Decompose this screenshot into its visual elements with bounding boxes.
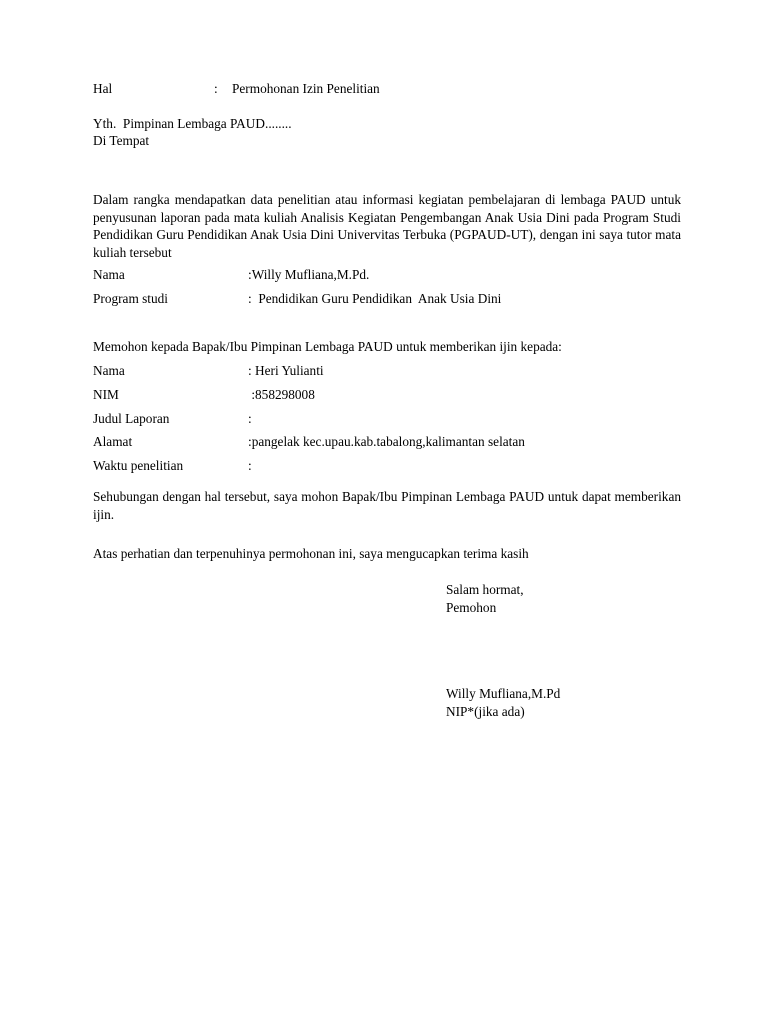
signature-nip: NIP*(jika ada): [446, 704, 525, 719]
closing-paragraph: Sehubungan dengan hal tersebut, saya mohon Bapak/Ibu Pimpinan Lembaga PAUD untuk dapat memberikan ijin.: [93, 489, 681, 522]
request-line: Memohon kepada Bapak/Ibu Pimpinan Lembaga PAUD untuk memberikan ijin kepada:: [93, 339, 562, 354]
recipient-place: Di Tempat: [93, 133, 150, 148]
student-address-value: :pangelak kec.upau.kab.tabalong,kalimantan selatan: [248, 434, 525, 449]
subject-value: Permohonan Izin Penelitian: [232, 81, 380, 96]
student-time-value: :: [248, 458, 252, 473]
subject-label: Hal: [93, 81, 113, 96]
tutor-name-label: Nama: [93, 267, 125, 282]
student-time-label: Waktu penelitian: [93, 458, 184, 473]
signature-role: Pemohon: [446, 600, 497, 615]
student-nim-label: NIM: [93, 387, 119, 402]
tutor-program-label: Program studi: [93, 291, 168, 306]
student-nim-value: :858298008: [248, 387, 315, 402]
signature-name: Willy Mufliana,M.Pd: [446, 686, 561, 701]
thanks-line: Atas perhatian dan terpenuhinya permohonan ini, saya mengucapkan terima kasih: [93, 546, 529, 561]
student-title-label: Judul Laporan: [93, 411, 170, 426]
student-title-value: :: [248, 411, 252, 426]
tutor-name-value: :Willy Mufliana,M.Pd.: [248, 267, 370, 282]
student-name-value: : Heri Yulianti: [248, 363, 324, 378]
tutor-program-value: : Pendidikan Guru Pendidikan Anak Usia Dini: [248, 291, 502, 306]
student-address-label: Alamat: [93, 434, 133, 449]
subject-colon: :: [214, 81, 218, 96]
signature-greeting: Salam hormat,: [446, 582, 524, 597]
student-name-label: Nama: [93, 363, 125, 378]
recipient-line: Yth. Pimpinan Lembaga PAUD........: [93, 116, 292, 131]
intro-paragraph: Dalam rangka mendapatkan data penelitian atau informasi kegiatan pembelajaran di lembaga PAUD untuk penyusunan laporan pada mata kuliah Analisis Kegiatan Pengembangan Anak Usia Dini pada Program Studi Pendidikan Guru Pendidikan Anak Usia Dini Univervitas Terbuka (PGPAUD-UT), dengan ini saya tutor mata kuliah tersebut: [93, 192, 681, 260]
